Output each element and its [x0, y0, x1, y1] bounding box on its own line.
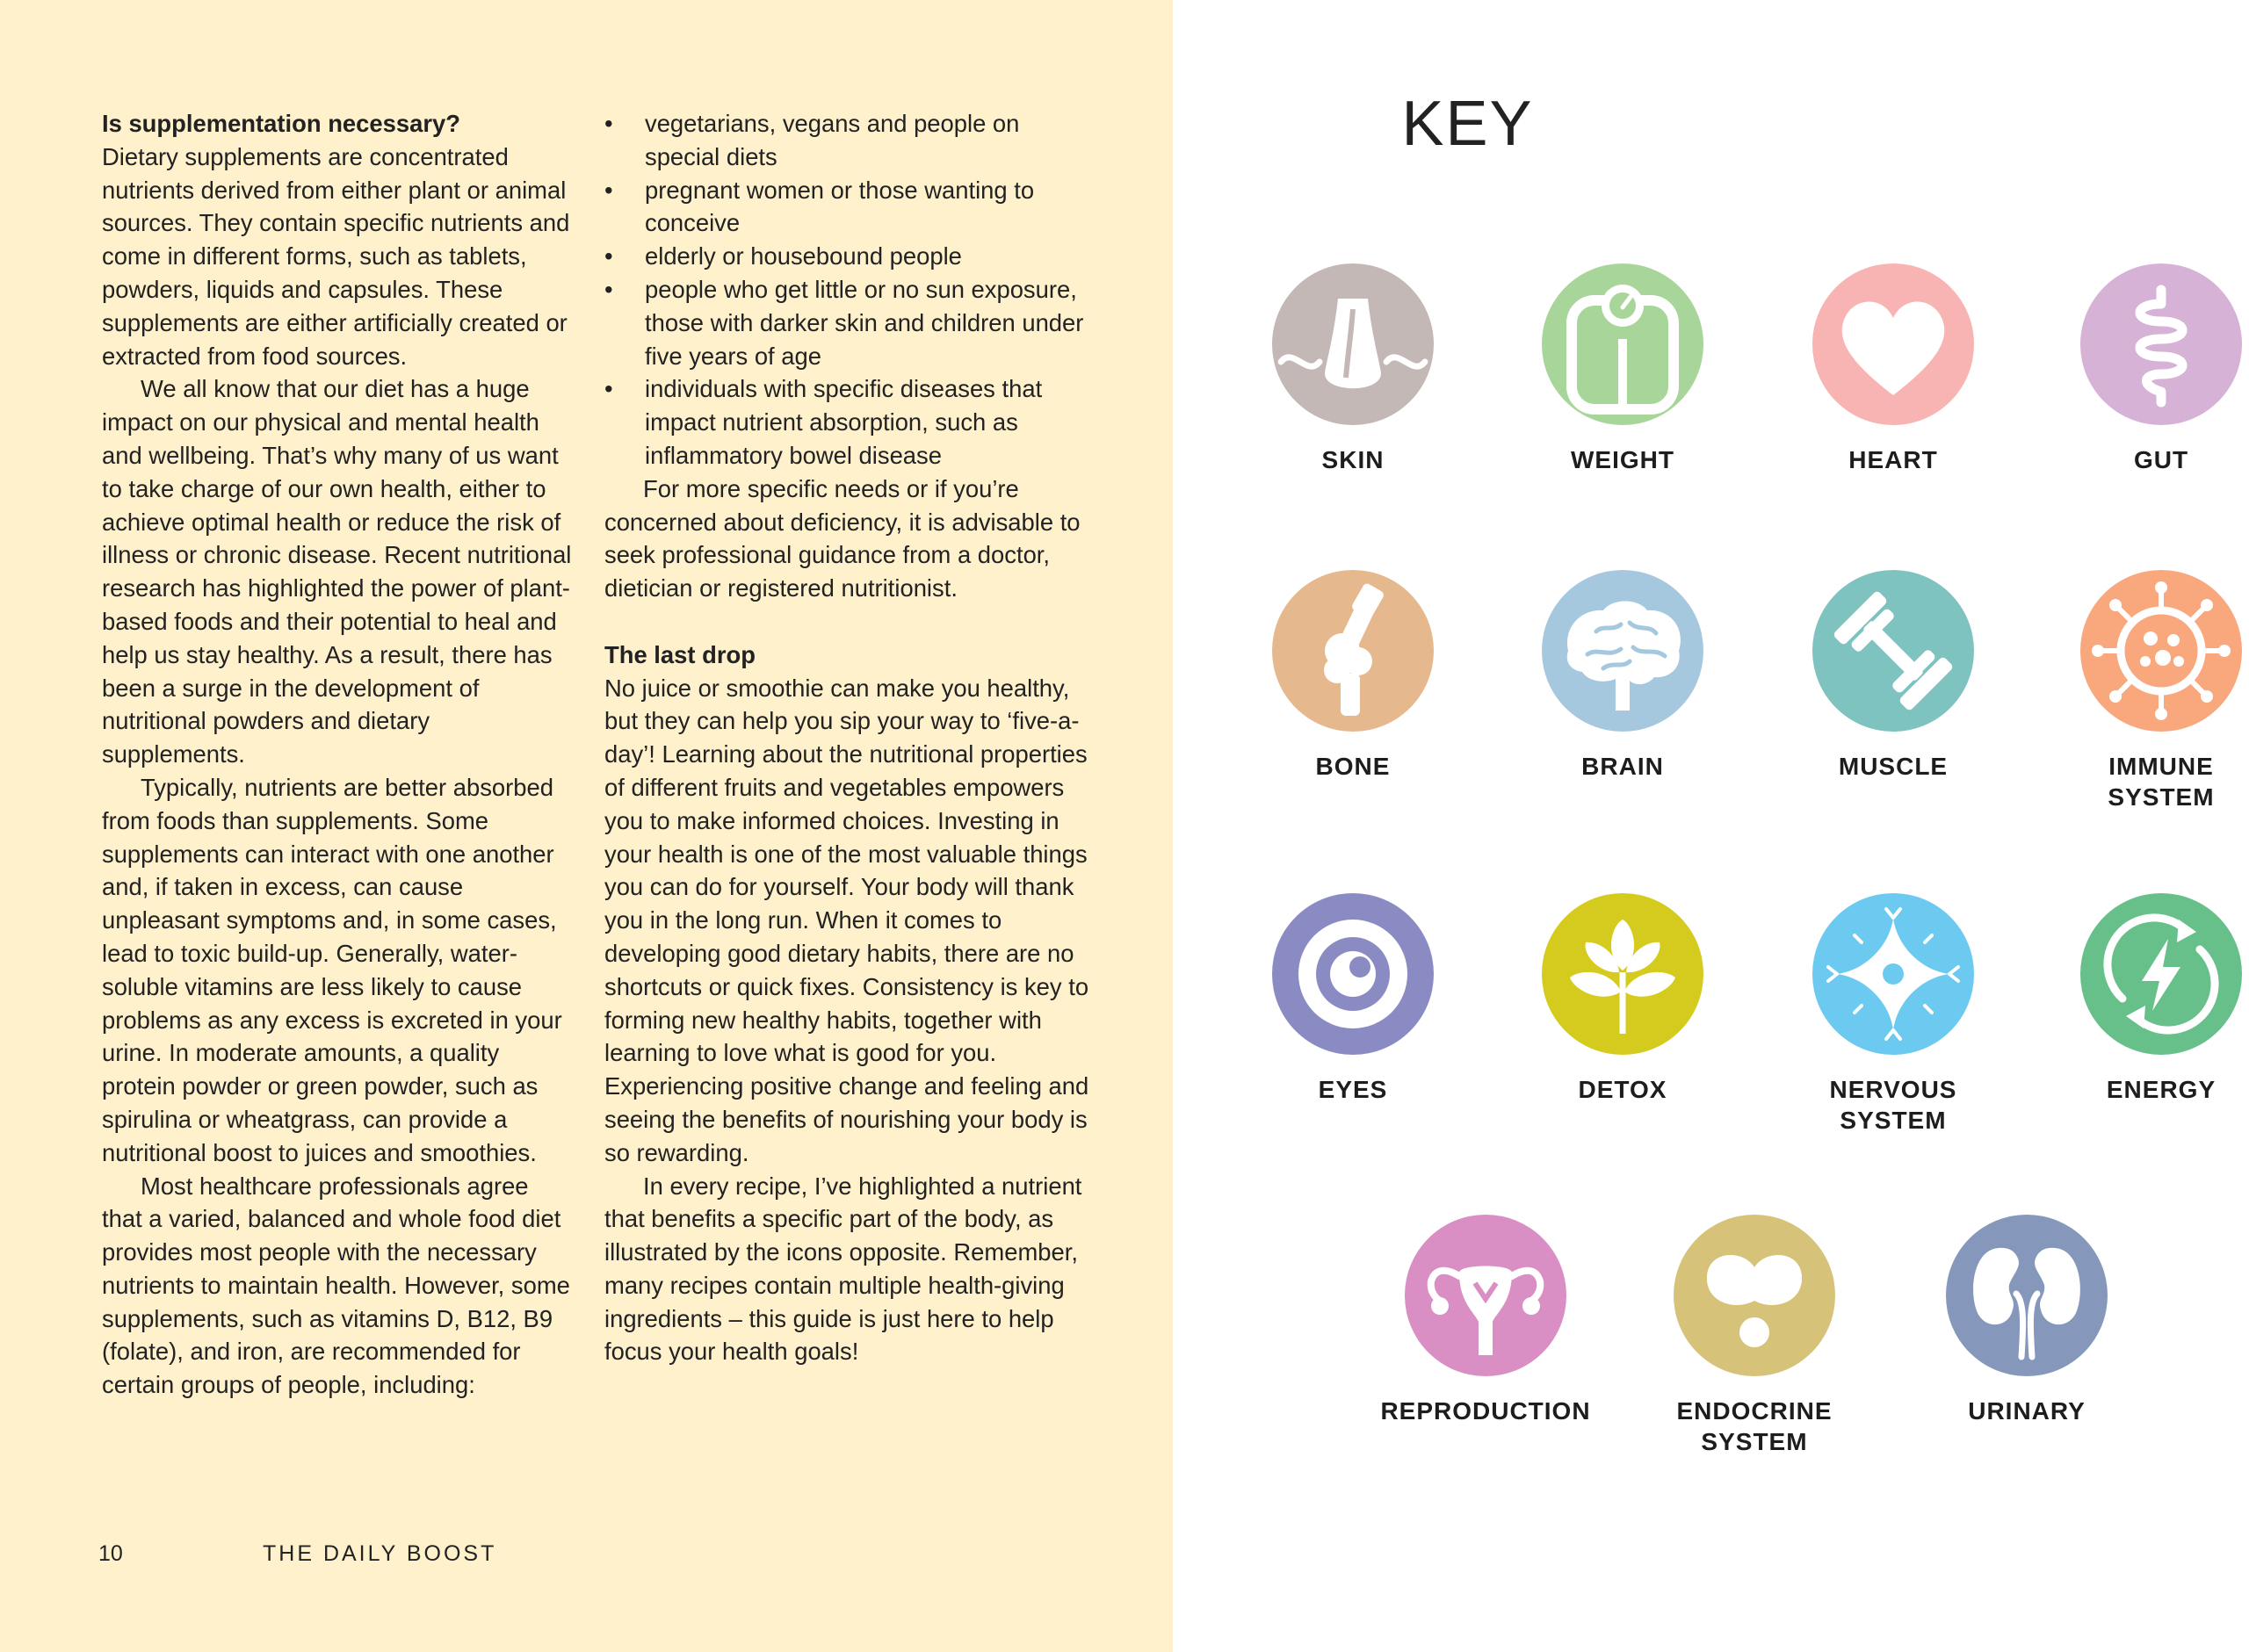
paragraph: Typically, nutrients are better absorbed from foods than supplements. Some supplements can interact with one another and, if taken in excess, can cause unpleasant symptoms and, in some cases, lead to toxic build-up. Generally, water-soluble vitamins are less likely to cause problems as any excess is excreted in your urine. In moderate amounts, a quality protein powder or green powder, such as spirulina or wheatgrass, can provide a nutritional boost to juices and smoothies. — [102, 773, 562, 1166]
list-item: • vegetarians, vegans and people on special diets — [604, 107, 1096, 174]
kidney-icon — [1946, 1215, 2108, 1376]
list-item: • individuals with specific diseases that impact nutrient absorption, such as inflammatory bowel disease — [604, 372, 1096, 472]
key-item-heart — [1761, 263, 2025, 475]
key-item-immune-system — [2029, 570, 2249, 812]
paragraph: We all know that our diet has a huge impact on our physical and mental health and wellbeing. That’s why many of us want to take charge of our own health, either to achieve optimal health or reduce the risk of illness or chronic disease. Recent nutritional research has highlighted the power of plant-based foods and their potential to heal and help us stay healthy. As a result, there has been a surge in the development of nutritional powders and dietary supplements. — [102, 375, 572, 768]
key-item-urinary — [1895, 1215, 2159, 1426]
page-number: 10 — [98, 1541, 123, 1566]
key-label: ENDOCRINE SYSTEM — [1676, 1397, 1833, 1455]
eye-icon — [1272, 893, 1434, 1055]
list-item: • people who get little or no sun exposure, those with darker skin and children under five years of age — [604, 273, 1096, 372]
neuron-icon — [1812, 893, 1974, 1055]
section-heading-last-drop: The last drop — [604, 640, 756, 668]
thyroid-icon — [1674, 1215, 1835, 1376]
key-title: KEY — [1401, 89, 1534, 159]
key-item-brain — [1491, 570, 1754, 782]
key-label: GUT — [2133, 446, 2189, 473]
uterus-icon — [1405, 1215, 1566, 1376]
key-label: WEIGHT — [1571, 446, 1674, 473]
list-item: • elderly or housebound people — [604, 240, 1096, 273]
dumbbell-icon — [1812, 570, 1974, 732]
virus-icon — [2080, 570, 2242, 732]
scale-icon — [1542, 263, 1703, 425]
key-label: NERVOUS SYSTEM — [1829, 1076, 1957, 1134]
section-heading-supplementation: Is supplementation necessary? — [102, 110, 460, 137]
key-label: ENERGY — [2106, 1076, 2216, 1103]
intestine-icon — [2080, 263, 2242, 425]
list-item: • pregnant women or those wanting to conceive — [604, 174, 1096, 241]
key-label: MUSCLE — [1838, 753, 1949, 780]
key-item-endocrine-system — [1623, 1215, 1886, 1457]
key-item-eyes — [1221, 893, 1485, 1105]
key-label: SKIN — [1321, 446, 1385, 473]
key-item-detox — [1491, 893, 1754, 1105]
skin-icon — [1272, 263, 1434, 425]
text-column-2 — [604, 107, 1096, 1368]
key-label: BRAIN — [1581, 753, 1664, 780]
text-column-1 — [102, 107, 572, 1402]
key-item-weight — [1491, 263, 1754, 475]
key-label: URINARY — [1968, 1397, 2086, 1425]
key-item-gut — [2029, 263, 2249, 475]
paragraph: Most healthcare professionals agree that a varied, balanced and whole food diet provides most people with the necessary nutrients to maintain health. However, some supplements, such as vitamins D, B12, B9 (folate), and iron, are recommended for certain groups of people, including: — [102, 1172, 570, 1399]
key-item-muscle — [1761, 570, 2025, 782]
key-item-energy — [2029, 893, 2249, 1105]
energy-icon — [2080, 893, 2242, 1055]
paragraph: In every recipe, I’ve highlighted a nutrient that benefits a specific part of the body, as illustrated by the icons opposite. Remember, many recipes contain multiple health-giving ingredients – this guide is just here to help focus your health goals! — [604, 1172, 1082, 1366]
key-item-nervous-system — [1761, 893, 2025, 1136]
bone-icon — [1272, 570, 1434, 732]
running-footer-title: THE DAILY BOOST — [263, 1541, 497, 1566]
brain-icon — [1542, 570, 1703, 732]
key-label: IMMUNE SYSTEM — [2108, 753, 2215, 811]
key-label: BONE — [1315, 753, 1391, 780]
key-label: REPRODUCTION — [1380, 1397, 1591, 1425]
paragraph: No juice or smoothie can make you healthy, but they can help you sip your way to ‘five-a-day’! Learning about the nutritional properties of different fruits and vegetables empowers you to make informed choices. Investing in your health is one of the most valuable things you can do for yourself. Your body will thank you in the long run. When it comes to developing good dietary habits, there are no shortcuts or quick fixes. Consistency is key to forming new healthy habits, together with learning to love what is good for you. Experiencing positive change and feeling and seeing the benefits of nourishing your body is so rewarding. — [604, 674, 1089, 1166]
key-item-skin — [1221, 263, 1485, 475]
paragraph: Dietary supplements are concentrated nutrients derived from either plant or animal sources. They contain specific nutrients and come in different forms, such as tablets, powders, liquids and capsules. These supplements are either artificially created or extracted from food sources. — [102, 142, 570, 370]
paragraph: For more specific needs or if you’re concerned about deficiency, it is advisable to seek professional guidance from a doctor, dietician or registered nutritionist. — [604, 474, 1081, 602]
key-label: DETOX — [1578, 1076, 1667, 1103]
key-item-reproduction — [1354, 1215, 1617, 1426]
key-label: HEART — [1848, 446, 1938, 473]
leaf-icon — [1542, 893, 1703, 1055]
key-item-bone — [1221, 570, 1485, 782]
bullet-list — [604, 107, 1096, 473]
heart-icon — [1812, 263, 1974, 425]
key-label: EYES — [1318, 1076, 1388, 1103]
